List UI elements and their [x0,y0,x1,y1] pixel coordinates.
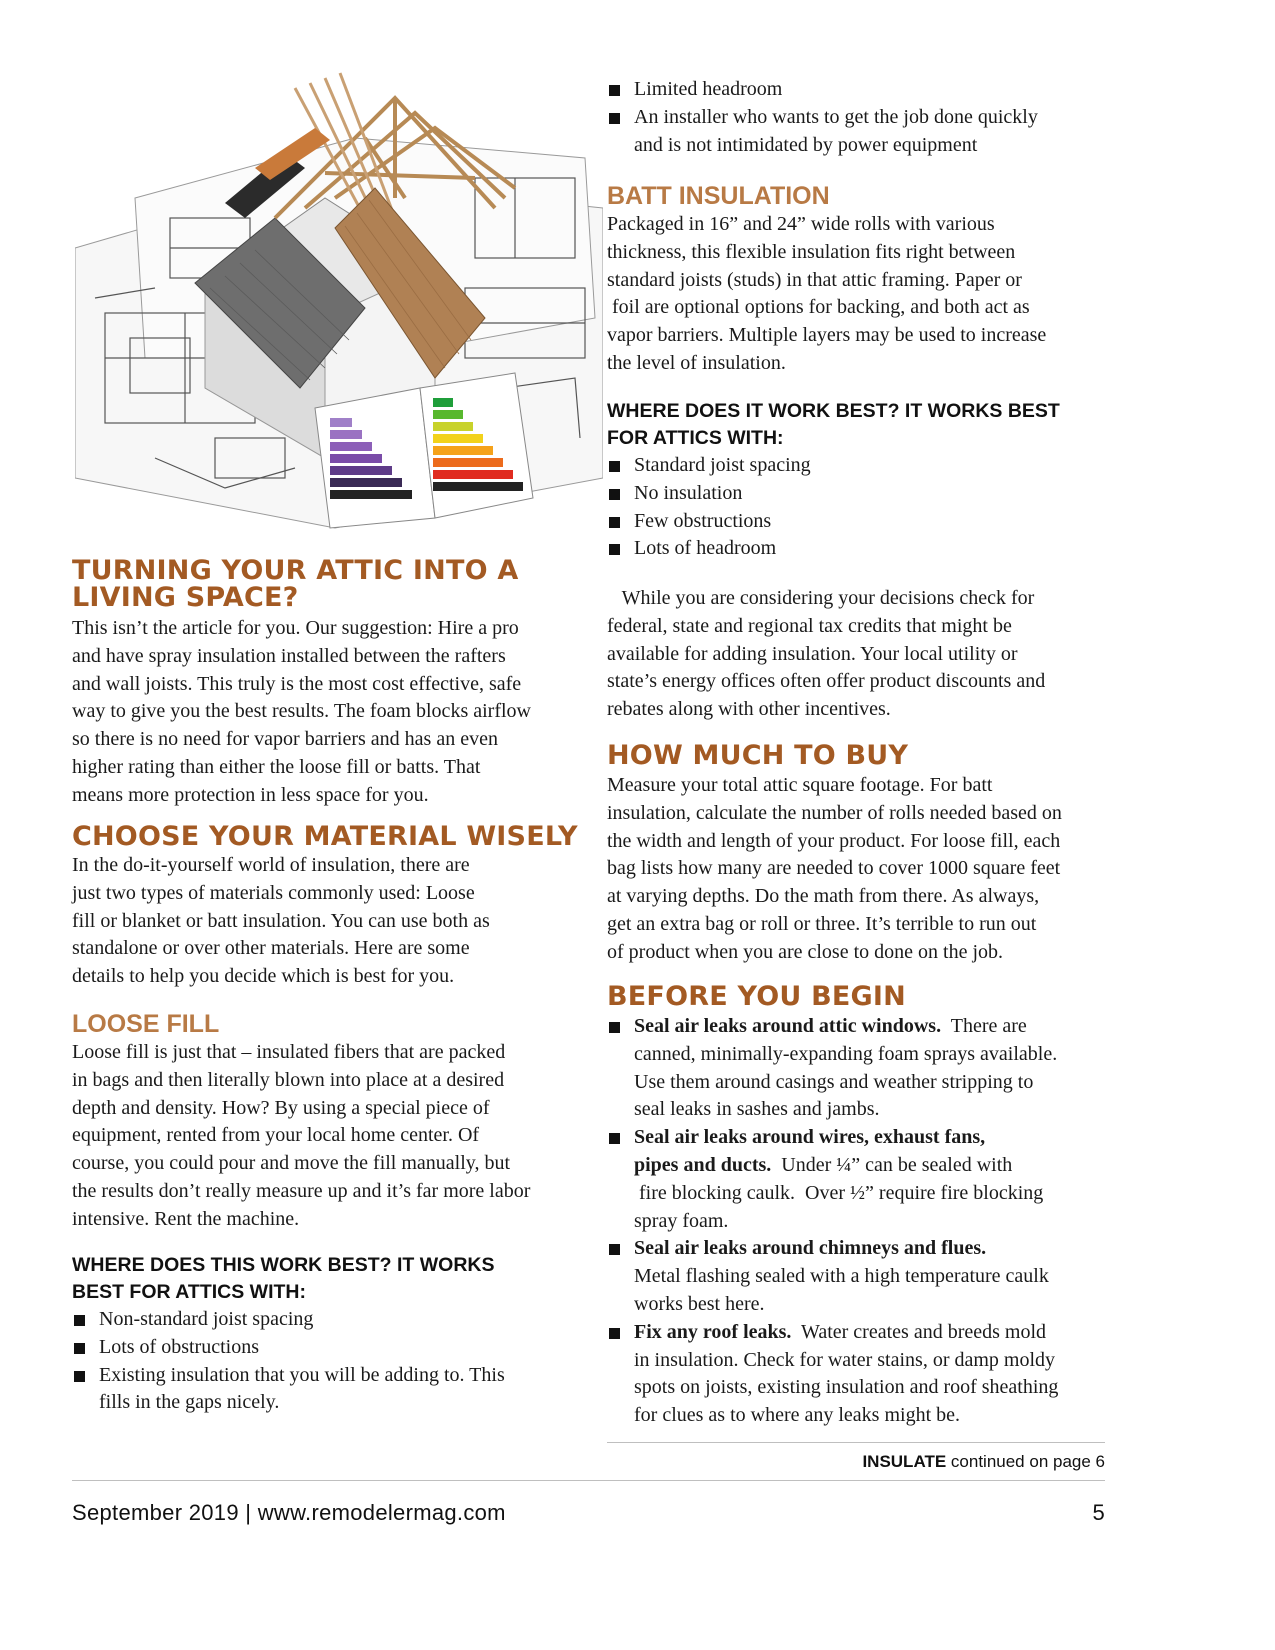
before-you-begin-heading: BEFORE YOU BEGIN [607,981,906,1012]
paragraph-line: In the do-it-yourself world of insulation, there are [72,854,470,876]
batt-where-heading [607,398,1060,452]
paragraph-line: Measure your total attic square footage. For batt [607,774,993,796]
paragraph-line: means more protection in less space for you. [72,783,429,806]
paragraph-line: of product when you are close to done on the job. [607,940,1004,963]
batt-insulation-paragraph [607,211,1046,378]
paragraph-line: state’s energy offices often offer product discounts and [607,670,1046,693]
tax-credits-paragraph [607,585,1045,724]
paragraph-line: way to give you the best results. The foam blocks airflow [72,700,531,723]
list-item: Few obstructions [607,508,811,536]
house-blueprint-illustration [75,58,603,548]
continued-note[interactable] [862,1452,1105,1472]
paragraph-line: and have spray insulation installed between the rafters [72,644,506,667]
paragraph-line: bag lists how many are needed to cover 1000 square feet [607,857,1061,880]
caps-heading-line: FOR ATTICS WITH: [607,427,784,449]
list-item: Non-standard joist spacing [72,1306,505,1334]
living-space-paragraph [72,615,531,810]
list-item: An installer who wants to get the job done quickly and is not intimidated by power equipment [607,104,1038,160]
paragraph-line: Packaged in 16” and 24” wide rolls with various [607,213,995,235]
paragraph-line: standalone or over other materials. Here are some [72,937,470,960]
paragraph-line: just two types of materials commonly used: Loose [72,881,475,904]
paragraph-line: equipment, rented from your local home center. Of [72,1124,480,1147]
list-item: Standard joist spacing [607,452,811,480]
paragraph-line: and wall joists. This truly is the most cost effective, safe [72,672,522,695]
paragraph-line: While you are considering your decisions check for [607,587,1035,609]
paragraph-line: intensive. Rent the machine. [72,1207,300,1230]
before-you-begin-list [607,1013,1058,1430]
caps-heading-line: BEST FOR ATTICS WITH: [72,1281,306,1303]
paragraph-line: the level of insulation. [607,351,786,374]
living-space-heading-line-2: LIVING SPACE? [72,582,299,613]
paragraph-line: available for adding insulation. Your local utility or [607,642,1018,665]
paragraph-line: get an extra bag or roll or three. It’s terrible to run out [607,912,1037,935]
paragraph-line: insulation, calculate the number of rolls needed based on [607,801,1062,824]
how-much-paragraph [607,772,1062,967]
paragraph-line: the width and length of your product. For loose fill, each [607,829,1061,852]
choose-material-heading: CHOOSE YOUR MATERIAL WISELY [72,821,578,852]
list-item: Existing insulation that you will be adding to. This fills in the gaps nicely. [72,1362,505,1418]
paragraph-line: fill or blanket or batt insulation. You can use both as [72,909,490,932]
paragraph-line: in bags and then literally blown into place at a desired [72,1068,505,1091]
page-number: 5 [1092,1500,1105,1525]
loose-fill-where-heading [72,1252,495,1306]
list-item: Seal air leaks around chimneys and flues. Metal flashing sealed with a high temperature caulk works best here. [607,1235,1058,1318]
paragraph-line: the results don’t really measure up and it’s far more labor [72,1179,531,1202]
paragraph-line: rebates along with other incentives. [607,698,891,721]
paragraph-line: depth and density. How? By using a special piece of [72,1096,490,1119]
footer-divider [72,1480,1105,1481]
list-item: Fix any roof leaks. Water creates and breeds mold in insulation. Check for water stains, or damp moldy spots on joists, existing insulation and roof sheathing for clues as to where any leaks might be. [607,1319,1058,1430]
list-item: No insulation [607,480,811,508]
list-item: Seal air leaks around attic windows. There are canned, minimally-expanding foam sprays available. Use them around casings and weather stripping to seal leaks in sashes and jambs. [607,1013,1058,1124]
paragraph-line: vapor barriers. Multiple layers may be used to increase [607,324,1047,347]
living-space-heading [72,557,518,611]
choose-material-paragraph [72,852,490,991]
footer-issue-url: September 2019 | www.remodelermag.com [72,1500,506,1525]
list-item: Limited headroom [607,76,1038,104]
paragraph-line: higher rating than either the loose fill or batts. That [72,755,481,778]
living-space-heading-line-1: TURNING YOUR ATTIC INTO A [72,555,519,586]
caps-heading-line: WHERE DOES THIS WORK BEST? IT WORKS [72,1254,495,1276]
paragraph-line: at varying depths. Do the math from there. As always, [607,885,1040,908]
continued-keyword: INSULATE [862,1452,947,1471]
list-item: Lots of headroom [607,535,811,563]
paragraph-line: foil are optional options for backing, and both act as [607,296,1030,319]
paragraph-line: federal, state and regional tax credits that might be [607,614,1012,637]
caps-heading-line: WHERE DOES IT WORK BEST? IT WORKS BEST [607,400,1060,422]
loose-fill-paragraph [72,1039,530,1234]
list-item: Lots of obstructions [72,1334,505,1362]
loose-fill-heading: LOOSE FILL [72,1010,220,1038]
paragraph-line: so there is no need for vapor barriers and has an even [72,728,498,751]
how-much-heading: HOW MUCH TO BUY [607,740,909,771]
paragraph-line: details to help you decide which is best for you. [72,965,455,988]
loose-fill-bullet-list-continued [607,76,1038,159]
loose-fill-bullet-list [72,1306,505,1417]
batt-bullet-list [607,452,811,563]
paragraph-line: Loose fill is just that – insulated fibers that are packed [72,1041,506,1063]
continued-text: continued on page 6 [946,1452,1105,1471]
list-item: Seal air leaks around wires, exhaust fans, pipes and ducts. Under ¼” can be sealed with fire blocking caulk. Over ½” require fire blocking spray foam. [607,1124,1058,1235]
paragraph-line: standard joists (studs) in that attic framing. Paper or [607,268,1022,291]
paragraph-line: thickness, this flexible insulation fits right between [607,240,1016,263]
paragraph-line: This isn’t the article for you. Our suggestion: Hire a pro [72,617,519,639]
paragraph-line: course, you could pour and move the fill manually, but [72,1152,511,1175]
batt-insulation-heading: BATT INSULATION [607,182,830,210]
column-divider [607,1442,1105,1443]
